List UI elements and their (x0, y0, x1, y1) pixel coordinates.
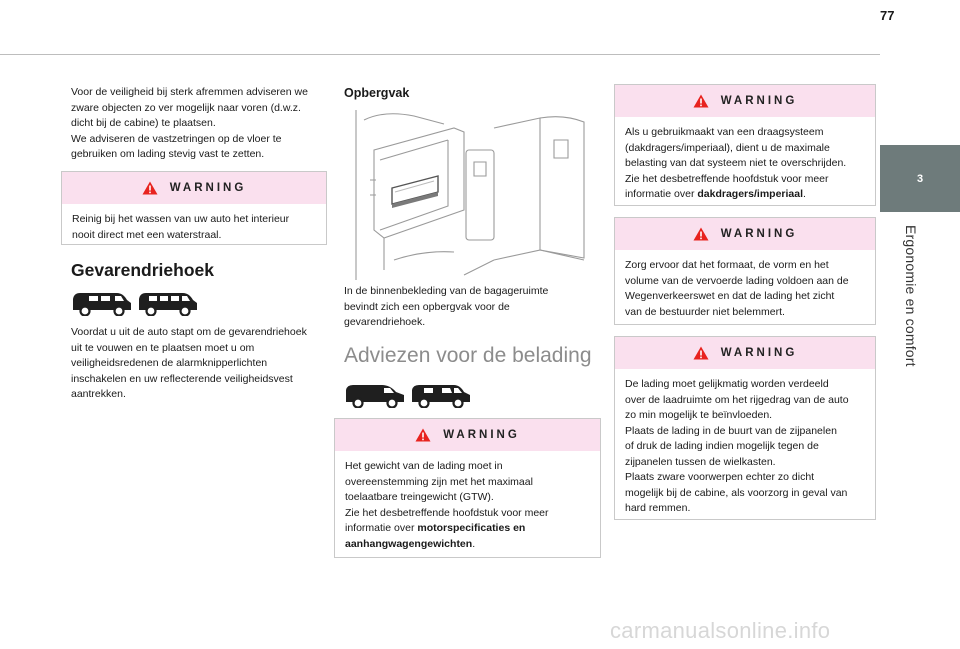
cross-reference: motorspecificaties en (417, 522, 526, 534)
warning-header (615, 218, 875, 250)
header-rule (0, 54, 880, 55)
van-icon (410, 382, 472, 408)
warning-body (615, 369, 875, 525)
text-line: overeenstemming zijn met het maximaal (345, 475, 533, 488)
van-icon (137, 290, 199, 316)
cross-reference: aanhangwagengewichten (345, 537, 473, 550)
warning-box-cleaning (61, 171, 327, 245)
text-line: toelaatbare treingewicht (GTW). (345, 491, 494, 503)
warning-box-gtw (334, 418, 601, 558)
text-line: gevarendriehoek. (344, 316, 426, 328)
warning-box-load-size (614, 217, 876, 325)
text-line: zo min mogelijk te beïnvloeden. (625, 409, 773, 421)
text-line: (dakdragers/imperiaal), dient u de maximale (625, 141, 830, 154)
text-line: We adviseren de vastzetringen op de vloer te (71, 132, 282, 145)
warning-header (335, 419, 600, 451)
text-line: veiligheidsredenen de alarmknipperlichten (71, 357, 268, 369)
warning-title: WARNING (169, 182, 247, 194)
text-line (625, 187, 865, 203)
text-fragment: informatie over (625, 188, 698, 200)
page-number: 77 (880, 8, 895, 23)
warning-box-load-distribution (614, 336, 876, 520)
warning-triangle-icon (142, 181, 158, 195)
van-icon (344, 382, 406, 408)
section-heading: Gevarendriehoek (71, 260, 214, 280)
text-line: Zorg ervoor dat het formaat, de vorm en het (625, 259, 829, 271)
text-line: Wegenverkeerswet en dat de lading het zicht (625, 290, 835, 302)
van-icon (71, 290, 133, 316)
warning-body (62, 204, 326, 251)
text-line: uit te vouwen en te plaatsen moet u om (71, 341, 255, 354)
triangle-instructions (71, 325, 331, 403)
warning-header (615, 85, 875, 117)
text-line: bevindt zich een opbergvak voor de (344, 300, 510, 313)
text-line: over de laadruimte om het rijgedrag van de auto (625, 393, 849, 406)
text-line: inschakelen en uw reflecterende veiligheidsvest (71, 372, 293, 385)
warning-triangle-icon (693, 346, 709, 360)
text-line: zijpanelen tussen de wielkasten. (625, 455, 776, 468)
text-line: De lading moet gelijkmatig worden verdeeld (625, 378, 829, 390)
subheading-storage: Opbergvak (344, 86, 410, 100)
text-line: aantrekken. (71, 388, 126, 400)
text-fragment: . (803, 188, 806, 200)
text-line: Voor de veiligheid bij sterk afremmen adviseren we (71, 86, 308, 98)
warning-body (615, 250, 875, 328)
text-line: Het gewicht van de lading moet in (345, 460, 503, 472)
warning-triangle-icon (693, 94, 709, 108)
warning-box-roof-rack (614, 84, 876, 206)
text-line: nooit direct met een waterstraal. (72, 228, 222, 241)
text-line (345, 537, 590, 553)
warning-title: WARNING (720, 347, 798, 359)
text-line: zware objecten zo ver mogelijk naar voren (d.w.z. (71, 101, 301, 114)
text-line: belasting van dat systeem niet te overschrijden. (625, 157, 847, 169)
text-line: Als u gebruikmaakt van een draagsysteem (625, 126, 824, 138)
text-line: hard remmen. (625, 502, 691, 514)
warning-triangle-icon (415, 428, 431, 442)
warning-body (615, 117, 875, 211)
text-line: van de bestuurder niet belemmert. (625, 305, 785, 318)
text-line: In de binnenbekleding van de bagageruimte (344, 285, 549, 297)
cross-reference: dakdragers/imperiaal (697, 188, 804, 200)
warning-header (62, 172, 326, 204)
storage-compartment-illustration (344, 110, 594, 280)
text-line: Plaats de lading in de buurt van de zijpanelen (625, 424, 837, 437)
text-fragment: informatie over (345, 522, 418, 534)
warning-title: WARNING (443, 429, 520, 441)
warning-title: WARNING (720, 95, 798, 107)
text-line (345, 521, 590, 537)
text-line: Zie het desbetreffende hoofdstuk voor meer (625, 172, 829, 185)
text-line: volume van de vervoerde lading voldoen aan de (625, 274, 849, 287)
text-fragment: . (472, 537, 476, 550)
chapter-title: Ergonomie en comfort (903, 225, 919, 367)
text-line: gebruiken om lading stevig vast te zetten. (71, 148, 265, 160)
text-line: Zie het desbetreffende hoofdstuk voor meer (345, 506, 549, 519)
watermark: carmanualsonline.info (610, 618, 831, 643)
warning-header (615, 337, 875, 369)
text-line: Reinig bij het wassen van uw auto het interieur (72, 213, 290, 225)
text-line: mogelijk bij de cabine, als voorzorg in geval van (625, 486, 848, 499)
text-line: Plaats zware voorwerpen echter zo dicht (625, 471, 815, 483)
storage-caption (344, 284, 589, 331)
intro-text (71, 85, 331, 163)
warning-triangle-icon (693, 227, 709, 241)
text-line: of druk de lading indien mogelijk tegen de (625, 440, 819, 452)
text-line: Voordat u uit de auto stapt om de gevarendriehoek (71, 326, 307, 338)
chapter-tab[interactable]: 3 (880, 145, 960, 212)
warning-body (335, 451, 600, 560)
text-line: dicht bij de cabine) te plaatsen. (71, 117, 216, 129)
section-heading-loading: Adviezen voor de belading (344, 344, 592, 367)
warning-title: WARNING (720, 228, 798, 240)
